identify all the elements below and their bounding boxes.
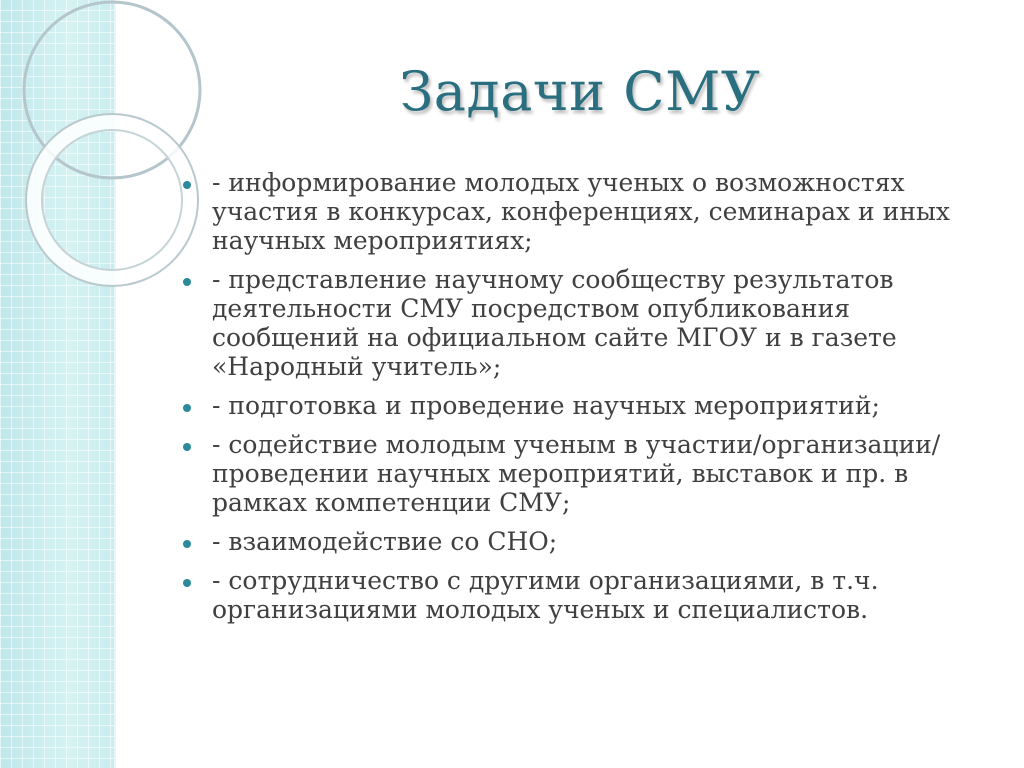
decorative-ring-white: [34, 122, 190, 278]
bullet-text: - взаимодействие со СНО;: [212, 527, 558, 556]
decorative-ring-outer-line: [26, 114, 198, 286]
bullet-list: [182, 168, 997, 634]
bullet-text: - содействие молодым ученым в участии/организации/проведении научных мероприятий, выставок и пр. в рамках компетенции СМУ;: [212, 430, 941, 517]
bullet-dot-icon: [183, 181, 191, 189]
bullet-item-3: [182, 391, 997, 420]
bullet-dot-icon: [183, 540, 191, 548]
bullet-item-1: [182, 168, 997, 255]
bullet-text: - подготовка и проведение научных мероприятий;: [212, 391, 880, 420]
bullet-dot-icon: [183, 278, 191, 286]
bullet-item-4: [182, 430, 997, 517]
bullet-text: - информирование молодых ученых о возможностях участия в конкурсах, конференциях, семинарах и иных научных мероприятиях;: [212, 168, 950, 255]
bullet-item-5: [182, 527, 997, 556]
bullet-dot-icon: [183, 579, 191, 587]
bullet-dot-icon: [183, 404, 191, 412]
slide-title: Задачи СМУ: [399, 60, 761, 123]
bullet-text: - представление научному сообществу результатов деятельности СМУ посредством опубликования сообщений на официальном сайте МГОУ и в газете «Народный учитель»;: [212, 265, 897, 381]
bullet-dot-icon: [183, 443, 191, 451]
bullet-item-2: [182, 265, 997, 381]
bullet-text: - сотрудничество с другими организациями, в т.ч. организациями молодых ученых и специалистов.: [212, 566, 879, 624]
bullet-item-6: [182, 566, 997, 624]
decorative-ring-inner-line: [42, 130, 182, 270]
